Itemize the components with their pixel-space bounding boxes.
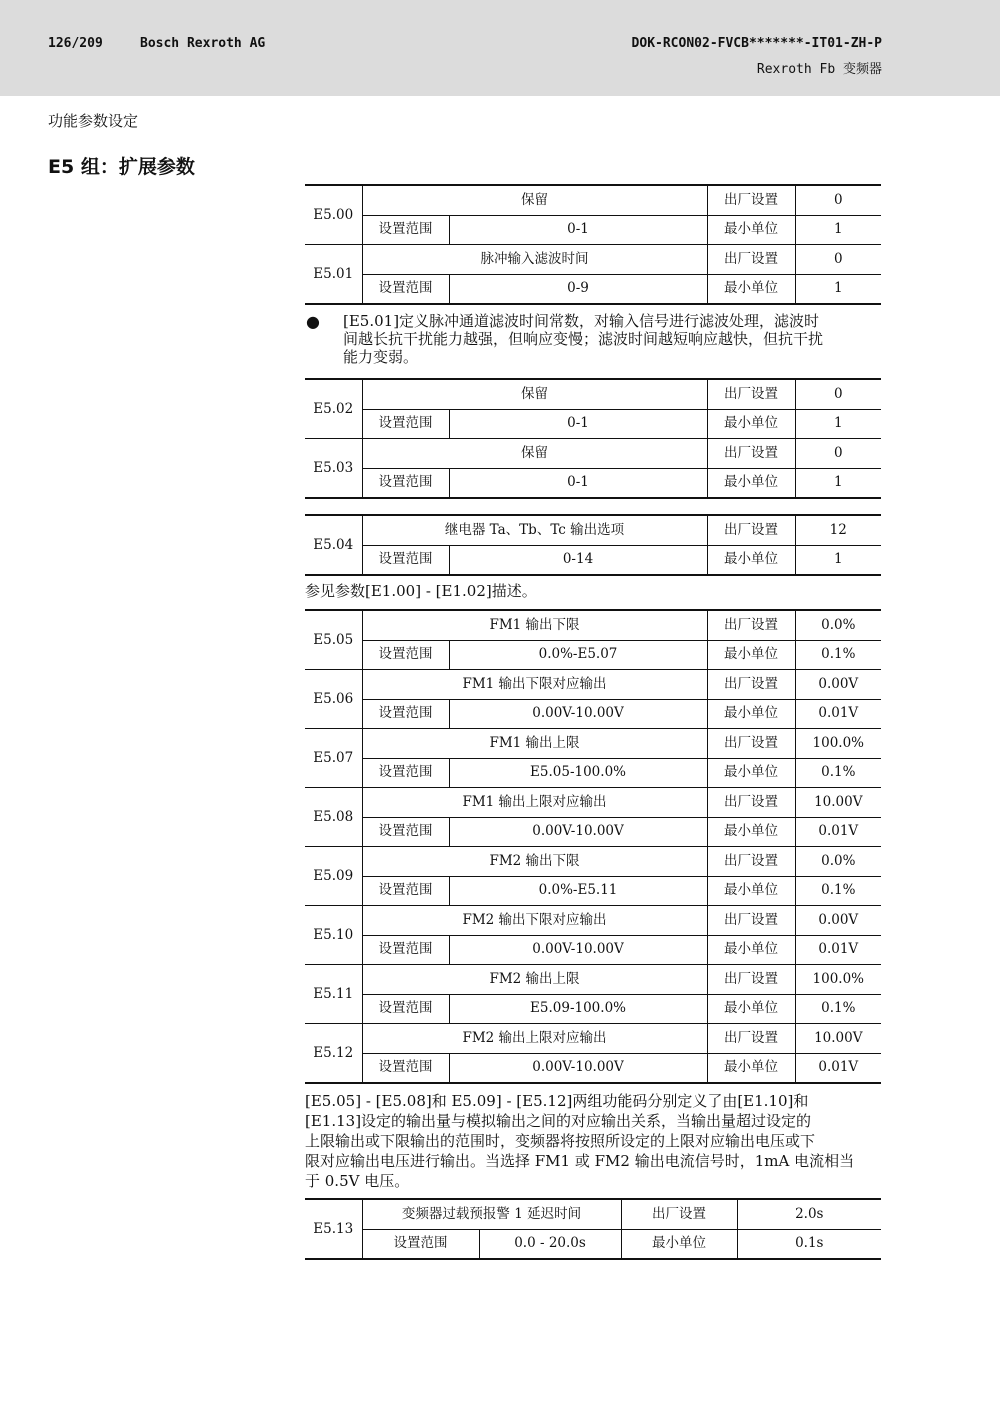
table-row [305,1053,881,1083]
min-unit-value: 1 [795,545,881,575]
param-name: 继电器 Ta、Tb、Tc 输出选项 [362,515,707,545]
setting-range-value: 0.00V-10.00V [449,935,707,965]
table-row [305,935,881,965]
table-row [305,439,881,469]
min-unit-label: 最小单位 [707,215,795,245]
factory-setting-value: 0 [795,245,881,275]
param-name: 变频器过载预报警 1 延迟时间 [362,1199,621,1229]
factory-setting-label: 出厂设置 [707,670,795,700]
setting-range-label: 设置范围 [362,409,449,439]
table-row [305,545,881,575]
page-number: 126/209 [48,36,103,51]
param-table-e505-e512 [305,609,881,1084]
setting-range-label: 设置范围 [362,1229,479,1259]
setting-range-value: 0.00V-10.00V [449,817,707,847]
table-row [305,1199,881,1229]
param-name: FM2 输出上限 [362,965,707,995]
min-unit-value: 0.1% [795,876,881,906]
param-code: E5.07 [305,729,362,788]
min-unit-value: 0.1s [737,1229,881,1259]
setting-range-value: 0-1 [449,409,707,439]
page-header [0,0,1000,96]
min-unit-label: 最小单位 [707,409,795,439]
param-code: E5.11 [305,965,362,1024]
min-unit-value: 1 [795,468,881,498]
note-e501-line1: [E5.01]定义脉冲通道滤波时间常数，对输入信号进行滤波处理，滤波时 [343,312,820,330]
min-unit-label: 最小单位 [707,994,795,1024]
min-unit-label: 最小单位 [707,468,795,498]
setting-range-value: 0-1 [449,468,707,498]
param-code: E5.02 [305,379,362,439]
table-row [305,215,881,245]
table-row [305,906,881,936]
note-fm-line5: 于 0.5V 电压。 [305,1172,410,1190]
table-row [305,670,881,700]
table-row [305,245,881,275]
section-label: 功能参数设定 [48,112,139,130]
factory-setting-value: 0 [795,379,881,409]
factory-setting-label: 出厂设置 [707,729,795,759]
factory-setting-label: 出厂设置 [707,610,795,640]
setting-range-label: 设置范围 [362,1053,449,1083]
setting-range-value: 0-1 [449,215,707,245]
factory-setting-value: 100.0% [795,965,881,995]
param-code: E5.00 [305,185,362,245]
factory-setting-value: 0.0% [795,847,881,877]
factory-setting-value: 10.00V [795,788,881,818]
min-unit-value: 0.01V [795,935,881,965]
note-e504: 参见参数[E1.00] - [E1.02]描述。 [305,582,537,600]
setting-range-value: E5.09-100.0% [449,994,707,1024]
setting-range-label: 设置范围 [362,994,449,1024]
factory-setting-label: 出厂设置 [707,185,795,215]
setting-range-value: 0.00V-10.00V [449,1053,707,1083]
factory-setting-value: 0.0% [795,610,881,640]
param-code: E5.05 [305,610,362,670]
table-row [305,758,881,788]
min-unit-label: 最小单位 [707,935,795,965]
setting-range-value: 0.0%-E5.07 [449,640,707,670]
factory-setting-value: 12 [795,515,881,545]
min-unit-value: 0.01V [795,1053,881,1083]
param-code: E5.12 [305,1024,362,1084]
factory-setting-value: 0 [795,185,881,215]
param-name: FM1 输出上限对应输出 [362,788,707,818]
min-unit-label: 最小单位 [707,640,795,670]
param-code: E5.10 [305,906,362,965]
factory-setting-value: 100.0% [795,729,881,759]
table-row [305,640,881,670]
table-row [305,994,881,1024]
param-code: E5.08 [305,788,362,847]
note-fm-line4: 限对应输出电压进行输出。当选择 FM1 或 FM2 输出电流信号时，1mA 电流相当 [305,1152,855,1170]
factory-setting-value: 2.0s [737,1199,881,1229]
note-e501-line2: 间越长抗干扰能力越强，但响应变慢；滤波时间越短响应越快，但抗干扰 [343,330,824,348]
min-unit-value: 1 [795,215,881,245]
setting-range-value: 0.0 - 20.0s [479,1229,621,1259]
param-name: 保留 [362,439,707,469]
table-row [305,847,881,877]
setting-range-label: 设置范围 [362,274,449,304]
bullet-icon: ● [306,312,320,331]
factory-setting-label: 出厂设置 [707,965,795,995]
min-unit-label: 最小单位 [707,876,795,906]
setting-range-label: 设置范围 [362,215,449,245]
min-unit-value: 1 [795,274,881,304]
product-name: Rexroth Fb 变频器 [756,62,882,77]
min-unit-label: 最小单位 [707,1053,795,1083]
factory-setting-label: 出厂设置 [707,245,795,275]
min-unit-value: 0.1% [795,994,881,1024]
factory-setting-label: 出厂设置 [707,439,795,469]
param-name: FM1 输出下限 [362,610,707,640]
table-row [305,468,881,498]
factory-setting-label: 出厂设置 [621,1199,737,1229]
min-unit-label: 最小单位 [707,817,795,847]
param-name: FM2 输出下限对应输出 [362,906,707,936]
table-row [305,515,881,545]
table-row [305,965,881,995]
param-table-e500-e501 [305,184,881,305]
param-name: FM2 输出上限对应输出 [362,1024,707,1054]
setting-range-label: 设置范围 [362,758,449,788]
note-fm-line3: 上限输出或下限输出的范围时，变频器将按照所设定的上限对应输出电压或下 [305,1132,816,1150]
table-row [305,1024,881,1054]
table-row [305,699,881,729]
param-table-e513 [305,1198,881,1260]
param-name: FM1 输出下限对应输出 [362,670,707,700]
param-name: FM1 输出上限 [362,729,707,759]
note-fm-line2: [E1.13]设定的输出量与模拟输出之间的对应输出关系，当输出量超过设定的 [305,1112,812,1130]
min-unit-value: 0.01V [795,817,881,847]
param-table-e502-e503 [305,378,881,499]
factory-setting-value: 10.00V [795,1024,881,1054]
factory-setting-label: 出厂设置 [707,906,795,936]
table-row [305,1229,881,1259]
group-title: E5 组：扩展参数 [48,156,195,178]
factory-setting-value: 0.00V [795,670,881,700]
min-unit-value: 1 [795,409,881,439]
factory-setting-label: 出厂设置 [707,1024,795,1054]
min-unit-value: 0.01V [795,699,881,729]
setting-range-value: 0-9 [449,274,707,304]
setting-range-label: 设置范围 [362,640,449,670]
setting-range-label: 设置范围 [362,545,449,575]
min-unit-label: 最小单位 [621,1229,737,1259]
company-name: Bosch Rexroth AG [140,36,266,51]
document-id: DOK-RCON02-FVCB*******-IT01-ZH-P [631,36,882,51]
param-table-e504 [305,514,881,576]
table-row [305,817,881,847]
param-name: 保留 [362,185,707,215]
setting-range-label: 设置范围 [362,876,449,906]
setting-range-value: 0.00V-10.00V [449,699,707,729]
setting-range-value: 0.0%-E5.11 [449,876,707,906]
min-unit-label: 最小单位 [707,758,795,788]
min-unit-label: 最小单位 [707,699,795,729]
factory-setting-value: 0 [795,439,881,469]
setting-range-label: 设置范围 [362,468,449,498]
min-unit-label: 最小单位 [707,545,795,575]
param-name: 保留 [362,379,707,409]
table-row [305,788,881,818]
param-code: E5.03 [305,439,362,499]
table-row [305,610,881,640]
setting-range-label: 设置范围 [362,817,449,847]
setting-range-value: 0-14 [449,545,707,575]
factory-setting-label: 出厂设置 [707,379,795,409]
table-row [305,185,881,215]
table-row [305,729,881,759]
param-name: 脉冲输入滤波时间 [362,245,707,275]
table-row [305,274,881,304]
table-row [305,409,881,439]
min-unit-value: 0.1% [795,640,881,670]
param-code: E5.01 [305,245,362,305]
note-e501-line3: 能力变弱。 [343,348,419,366]
setting-range-label: 设置范围 [362,699,449,729]
factory-setting-label: 出厂设置 [707,847,795,877]
min-unit-label: 最小单位 [707,274,795,304]
min-unit-value: 0.1% [795,758,881,788]
param-name: FM2 输出下限 [362,847,707,877]
factory-setting-label: 出厂设置 [707,788,795,818]
param-code: E5.06 [305,670,362,729]
param-code: E5.13 [305,1199,362,1259]
setting-range-value: E5.05-100.0% [449,758,707,788]
setting-range-label: 设置范围 [362,935,449,965]
param-code: E5.09 [305,847,362,906]
factory-setting-value: 0.00V [795,906,881,936]
factory-setting-label: 出厂设置 [707,515,795,545]
table-row [305,876,881,906]
param-code: E5.04 [305,515,362,575]
note-fm-line1: [E5.05] - [E5.08]和 E5.09] - [E5.12]两组功能码分别定义了由[E1.10]和 [305,1092,809,1110]
table-row [305,379,881,409]
